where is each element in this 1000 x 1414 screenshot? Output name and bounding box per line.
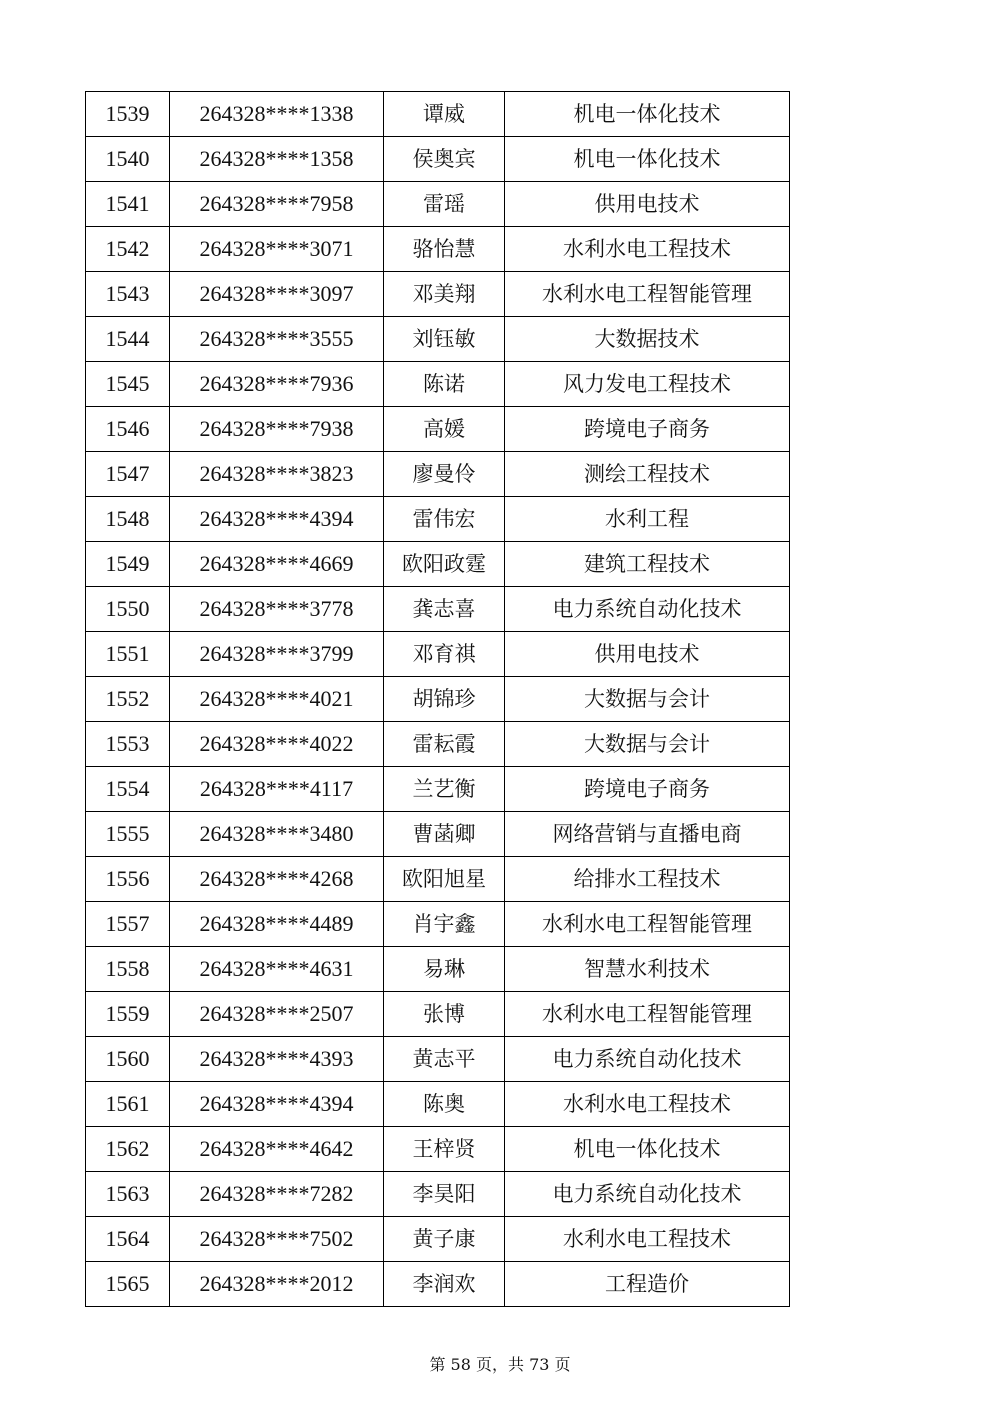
id-number-cell: 264328****3823 — [170, 452, 384, 497]
table-row — [86, 227, 790, 272]
table-row — [86, 407, 790, 452]
row-number-cell: 1564 — [86, 1217, 170, 1262]
id-number-cell: 264328****7958 — [170, 182, 384, 227]
row-number-cell: 1550 — [86, 587, 170, 632]
name-cell: 陈诺 — [384, 362, 505, 407]
row-number-cell: 1558 — [86, 947, 170, 992]
major-cell: 电力系统自动化技术 — [505, 1172, 790, 1217]
name-cell: 邓美翔 — [384, 272, 505, 317]
table-row — [86, 857, 790, 902]
name-cell: 黄子康 — [384, 1217, 505, 1262]
id-number-cell: 264328****4394 — [170, 1082, 384, 1127]
id-number-cell: 264328****4393 — [170, 1037, 384, 1082]
row-number-cell: 1556 — [86, 857, 170, 902]
row-number-cell: 1543 — [86, 272, 170, 317]
row-number-cell: 1557 — [86, 902, 170, 947]
name-cell: 黄志平 — [384, 1037, 505, 1082]
name-cell: 谭威 — [384, 92, 505, 137]
major-cell: 网络营销与直播电商 — [505, 812, 790, 857]
table-row — [86, 947, 790, 992]
row-number-cell: 1544 — [86, 317, 170, 362]
table-row — [86, 497, 790, 542]
name-cell: 兰艺衡 — [384, 767, 505, 812]
page-footer: 第 58 页，共 73 页 — [429, 1355, 571, 1374]
id-number-cell: 264328****3555 — [170, 317, 384, 362]
id-number-cell: 264328****2507 — [170, 992, 384, 1037]
table-row — [86, 722, 790, 767]
id-number-cell: 264328****4022 — [170, 722, 384, 767]
name-cell: 肖宇鑫 — [384, 902, 505, 947]
major-cell: 电力系统自动化技术 — [505, 1037, 790, 1082]
id-number-cell: 264328****4268 — [170, 857, 384, 902]
table-row — [86, 542, 790, 587]
id-number-cell: 264328****4021 — [170, 677, 384, 722]
table-row — [86, 1127, 790, 1172]
name-cell: 张博 — [384, 992, 505, 1037]
major-cell: 机电一体化技术 — [505, 1127, 790, 1172]
name-cell: 龚志喜 — [384, 587, 505, 632]
major-cell: 水利水电工程智能管理 — [505, 272, 790, 317]
name-cell: 欧阳政霆 — [384, 542, 505, 587]
row-number-cell: 1555 — [86, 812, 170, 857]
id-number-cell: 264328****4394 — [170, 497, 384, 542]
name-cell: 雷伟宏 — [384, 497, 505, 542]
table-row — [86, 677, 790, 722]
table-row — [86, 767, 790, 812]
id-number-cell: 264328****4117 — [170, 767, 384, 812]
id-number-cell: 264328****4631 — [170, 947, 384, 992]
id-number-cell: 264328****1358 — [170, 137, 384, 182]
row-number-cell: 1549 — [86, 542, 170, 587]
table-row — [86, 632, 790, 677]
major-cell: 智慧水利技术 — [505, 947, 790, 992]
table-row — [86, 317, 790, 362]
major-cell: 供用电技术 — [505, 182, 790, 227]
name-cell: 刘钰敏 — [384, 317, 505, 362]
table-row — [86, 902, 790, 947]
major-cell: 大数据技术 — [505, 317, 790, 362]
table-row — [86, 1172, 790, 1217]
major-cell: 水利工程 — [505, 497, 790, 542]
row-number-cell: 1554 — [86, 767, 170, 812]
id-number-cell: 264328****7502 — [170, 1217, 384, 1262]
row-number-cell: 1545 — [86, 362, 170, 407]
id-number-cell: 264328****4642 — [170, 1127, 384, 1172]
major-cell: 跨境电子商务 — [505, 767, 790, 812]
table-row — [86, 1262, 790, 1307]
name-cell: 邓育祺 — [384, 632, 505, 677]
row-number-cell: 1548 — [86, 497, 170, 542]
row-number-cell: 1553 — [86, 722, 170, 767]
id-number-cell: 264328****3778 — [170, 587, 384, 632]
major-cell: 机电一体化技术 — [505, 92, 790, 137]
table-row — [86, 362, 790, 407]
id-number-cell: 264328****7282 — [170, 1172, 384, 1217]
name-cell: 曹菡卿 — [384, 812, 505, 857]
major-cell: 测绘工程技术 — [505, 452, 790, 497]
major-cell: 水利水电工程技术 — [505, 1217, 790, 1262]
id-number-cell: 264328****4489 — [170, 902, 384, 947]
major-cell: 水利水电工程技术 — [505, 227, 790, 272]
name-cell: 陈奥 — [384, 1082, 505, 1127]
table-row — [86, 137, 790, 182]
id-number-cell: 264328****1338 — [170, 92, 384, 137]
table-row — [86, 1037, 790, 1082]
table-row — [86, 587, 790, 632]
id-number-cell: 264328****3097 — [170, 272, 384, 317]
student-list-table — [85, 91, 790, 1307]
name-cell: 雷耘霞 — [384, 722, 505, 767]
table-body — [86, 92, 790, 1307]
table-row — [86, 1217, 790, 1262]
id-number-cell: 264328****2012 — [170, 1262, 384, 1307]
row-number-cell: 1560 — [86, 1037, 170, 1082]
id-number-cell: 264328****7936 — [170, 362, 384, 407]
table-row — [86, 1082, 790, 1127]
table-row — [86, 92, 790, 137]
major-cell: 电力系统自动化技术 — [505, 587, 790, 632]
row-number-cell: 1552 — [86, 677, 170, 722]
row-number-cell: 1561 — [86, 1082, 170, 1127]
id-number-cell: 264328****7938 — [170, 407, 384, 452]
row-number-cell: 1541 — [86, 182, 170, 227]
table-row — [86, 812, 790, 857]
name-cell: 骆怡慧 — [384, 227, 505, 272]
major-cell: 大数据与会计 — [505, 722, 790, 767]
major-cell: 风力发电工程技术 — [505, 362, 790, 407]
name-cell: 胡锦珍 — [384, 677, 505, 722]
row-number-cell: 1562 — [86, 1127, 170, 1172]
major-cell: 跨境电子商务 — [505, 407, 790, 452]
major-cell: 大数据与会计 — [505, 677, 790, 722]
id-number-cell: 264328****3480 — [170, 812, 384, 857]
row-number-cell: 1551 — [86, 632, 170, 677]
table-row — [86, 182, 790, 227]
name-cell: 易琳 — [384, 947, 505, 992]
table-row — [86, 992, 790, 1037]
major-cell: 工程造价 — [505, 1262, 790, 1307]
major-cell: 给排水工程技术 — [505, 857, 790, 902]
row-number-cell: 1559 — [86, 992, 170, 1037]
major-cell: 水利水电工程智能管理 — [505, 902, 790, 947]
id-number-cell: 264328****3071 — [170, 227, 384, 272]
name-cell: 欧阳旭星 — [384, 857, 505, 902]
major-cell: 机电一体化技术 — [505, 137, 790, 182]
name-cell: 李昊阳 — [384, 1172, 505, 1217]
row-number-cell: 1563 — [86, 1172, 170, 1217]
name-cell: 高媛 — [384, 407, 505, 452]
table-row — [86, 272, 790, 317]
id-number-cell: 264328****4669 — [170, 542, 384, 587]
major-cell: 建筑工程技术 — [505, 542, 790, 587]
name-cell: 侯奥宾 — [384, 137, 505, 182]
major-cell: 水利水电工程技术 — [505, 1082, 790, 1127]
name-cell: 廖曼伶 — [384, 452, 505, 497]
row-number-cell: 1540 — [86, 137, 170, 182]
id-number-cell: 264328****3799 — [170, 632, 384, 677]
name-cell: 李润欢 — [384, 1262, 505, 1307]
major-cell: 水利水电工程智能管理 — [505, 992, 790, 1037]
name-cell: 王梓贤 — [384, 1127, 505, 1172]
name-cell: 雷瑶 — [384, 182, 505, 227]
row-number-cell: 1539 — [86, 92, 170, 137]
row-number-cell: 1542 — [86, 227, 170, 272]
row-number-cell: 1546 — [86, 407, 170, 452]
table-row — [86, 452, 790, 497]
row-number-cell: 1547 — [86, 452, 170, 497]
row-number-cell: 1565 — [86, 1262, 170, 1307]
major-cell: 供用电技术 — [505, 632, 790, 677]
